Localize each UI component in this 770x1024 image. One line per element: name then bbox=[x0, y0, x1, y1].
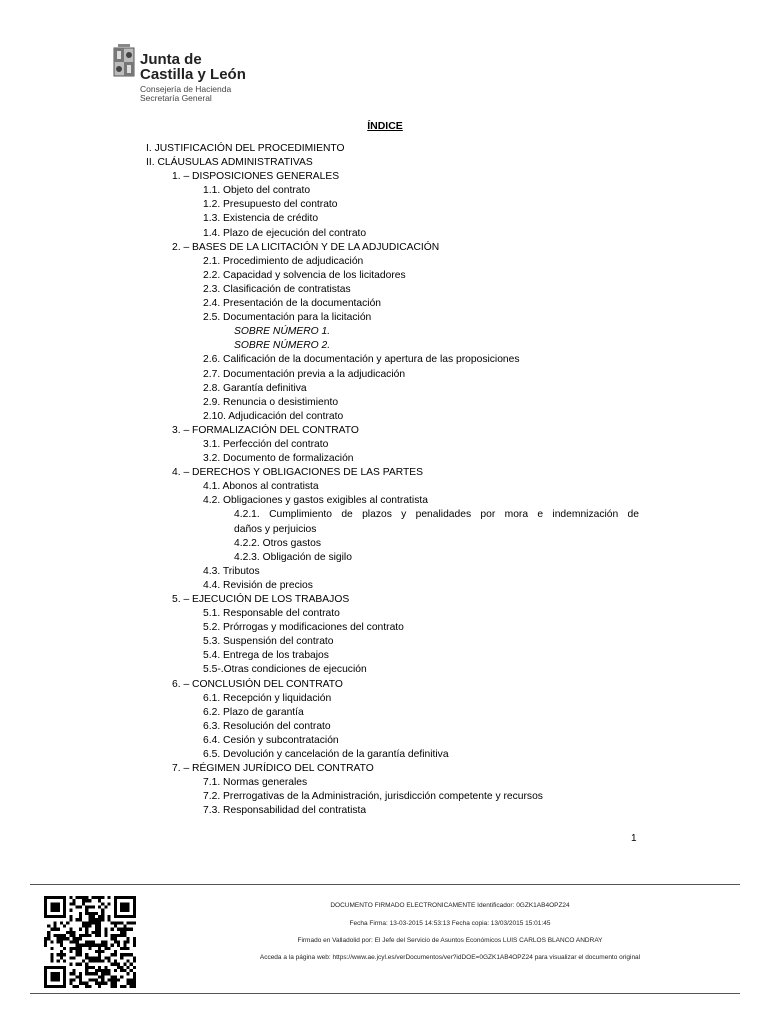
toc-entry: SOBRE NÚMERO 2. bbox=[234, 340, 331, 352]
toc-entry: 4.3. Tributos bbox=[203, 565, 260, 577]
toc-entry: 2.5. Documentación para la licitación bbox=[203, 312, 372, 324]
toc-entry: 4.2. Obligaciones y gastos exigibles al contratista bbox=[203, 495, 428, 507]
toc-entry: 7.3. Responsabilidad del contratista bbox=[203, 805, 367, 817]
toc-entry: 6.2. Plazo de garantía bbox=[203, 706, 304, 718]
signature-line-1: DOCUMENTO FIRMADO ELECTRONICAMENTE Identificador: 0GZK1AB4OPZ24 bbox=[330, 902, 570, 909]
footer-divider-top bbox=[30, 884, 740, 885]
toc-entry: 2.1. Procedimiento de adjudicación bbox=[203, 255, 364, 267]
toc-entry: 4.1. Abonos al contratista bbox=[203, 481, 319, 493]
toc-entry: II. CLÁUSULAS ADMINISTRATIVAS bbox=[146, 157, 313, 169]
toc-entry: 4.2.3. Obligación de sigilo bbox=[234, 551, 352, 563]
toc-entry: 2.3. Clasificación de contratistas bbox=[203, 283, 351, 295]
org-name-line1: Junta de bbox=[140, 51, 202, 68]
toc-entry: 6.1. Recepción y liquidación bbox=[203, 692, 332, 704]
toc-entry: 3.1. Perfección del contrato bbox=[203, 438, 329, 450]
toc-entry: 5.4. Entrega de los trabajos bbox=[203, 650, 329, 662]
toc-entry: daños y perjuicios bbox=[234, 523, 317, 535]
toc-entry: 7. – RÉGIMEN JURÍDICO DEL CONTRATO bbox=[172, 763, 374, 775]
toc-entry: 7.2. Prerrogativas de la Administración, jurisdicción competente y recursos bbox=[203, 791, 543, 803]
toc-entry: 1.4. Plazo de ejecución del contrato bbox=[203, 227, 367, 239]
signature-line-2: Fecha Firma: 13-03-2015 14:53:13 Fecha copia: 13/03/2015 15:01:45 bbox=[349, 920, 551, 927]
toc-entry: 5.5-.Otras condiciones de ejecución bbox=[203, 664, 367, 676]
toc-entry: 1. – DISPOSICIONES GENERALES bbox=[172, 171, 340, 183]
qr-code-icon bbox=[43, 896, 137, 988]
toc-entry: 1.3. Existencia de crédito bbox=[203, 213, 319, 225]
toc-entry: 5.3. Suspensión del contrato bbox=[203, 636, 334, 648]
signature-url-line: Acceda a la página web: https://www.ae.jcyl.es/verDocumentos/ver?idDOE=0GZK1AB4OPZ24 para visualizar el documento original bbox=[259, 954, 641, 961]
toc-entry: 5.2. Prórrogas y modificaciones del contrato bbox=[203, 622, 404, 634]
toc-entry: 3.2. Documento de formalización bbox=[203, 453, 354, 465]
toc-entry: 6.4. Cesión y subcontratación bbox=[203, 734, 339, 746]
department-line1: Consejería de Hacienda bbox=[140, 84, 232, 94]
toc-entry: 2.6. Calificación de la documentación y apertura de las proposiciones bbox=[203, 354, 520, 366]
signature-line-3: Firmado en Valladolid por: El Jefe del Servicio de Asuntos Económicos LUIS CARLOS BLANCO ANDRAY bbox=[297, 937, 603, 944]
toc-entry: 1.2. Presupuesto del contrato bbox=[203, 199, 338, 211]
toc-entry: 4. – DERECHOS Y OBLIGACIONES DE LAS PARTES bbox=[172, 467, 424, 479]
toc-entry: 2.2. Capacidad y solvencia de los licitadores bbox=[203, 269, 406, 281]
page-number: 1 bbox=[631, 833, 637, 844]
junta-logo bbox=[112, 40, 272, 102]
toc-entry: 6.3. Resolución del contrato bbox=[203, 720, 331, 732]
toc-entry: 2.4. Presentación de la documentación bbox=[203, 298, 382, 310]
toc-entry: 2.10. Adjudicación del contrato bbox=[203, 410, 344, 422]
org-name-line2: Castilla y León bbox=[140, 66, 246, 83]
toc-entry: 2.7. Documentación previa a la adjudicación bbox=[203, 368, 406, 380]
toc-entry: 2.9. Renuncia o desistimiento bbox=[203, 396, 339, 408]
toc-entry: 7.1. Normas generales bbox=[203, 777, 308, 789]
coat-of-arms-icon bbox=[112, 42, 136, 82]
footer-divider-bottom bbox=[30, 993, 740, 994]
toc-entry: 6. – CONCLUSIÓN DEL CONTRATO bbox=[172, 678, 343, 690]
toc-entry: 4.4. Revisión de precios bbox=[203, 579, 313, 591]
toc-entry: SOBRE NÚMERO 1. bbox=[234, 326, 331, 338]
toc-entry: 2. – BASES DE LA LICITACIÓN Y DE LA ADJUDICACIÓN bbox=[172, 241, 440, 253]
toc-entry: 2.8. Garantía definitiva bbox=[203, 382, 307, 394]
toc-entry: 5. – EJECUCIÓN DE LOS TRABAJOS bbox=[172, 594, 350, 605]
index-title: ÍNDICE bbox=[367, 120, 403, 132]
toc-entry: 5.1. Responsable del contrato bbox=[203, 608, 340, 620]
toc-entry: 6.5. Devolución y cancelación de la garantía definitiva bbox=[203, 749, 449, 761]
toc-entry: 1.1. Objeto del contrato bbox=[203, 185, 311, 197]
toc-entry: 3. – FORMALIZACIÓN DEL CONTRATO bbox=[172, 424, 359, 436]
table-of-contents bbox=[0, 142, 770, 819]
toc-entry: 4.2.1. Cumplimiento de plazos y penalidades por mora e indemnización de bbox=[234, 509, 639, 521]
toc-entry: I. JUSTIFICACIÓN DEL PROCEDIMIENTO bbox=[146, 143, 345, 154]
department-line2: Secretaría General bbox=[140, 93, 212, 103]
toc-entry: 4.2.2. Otros gastos bbox=[234, 537, 321, 549]
